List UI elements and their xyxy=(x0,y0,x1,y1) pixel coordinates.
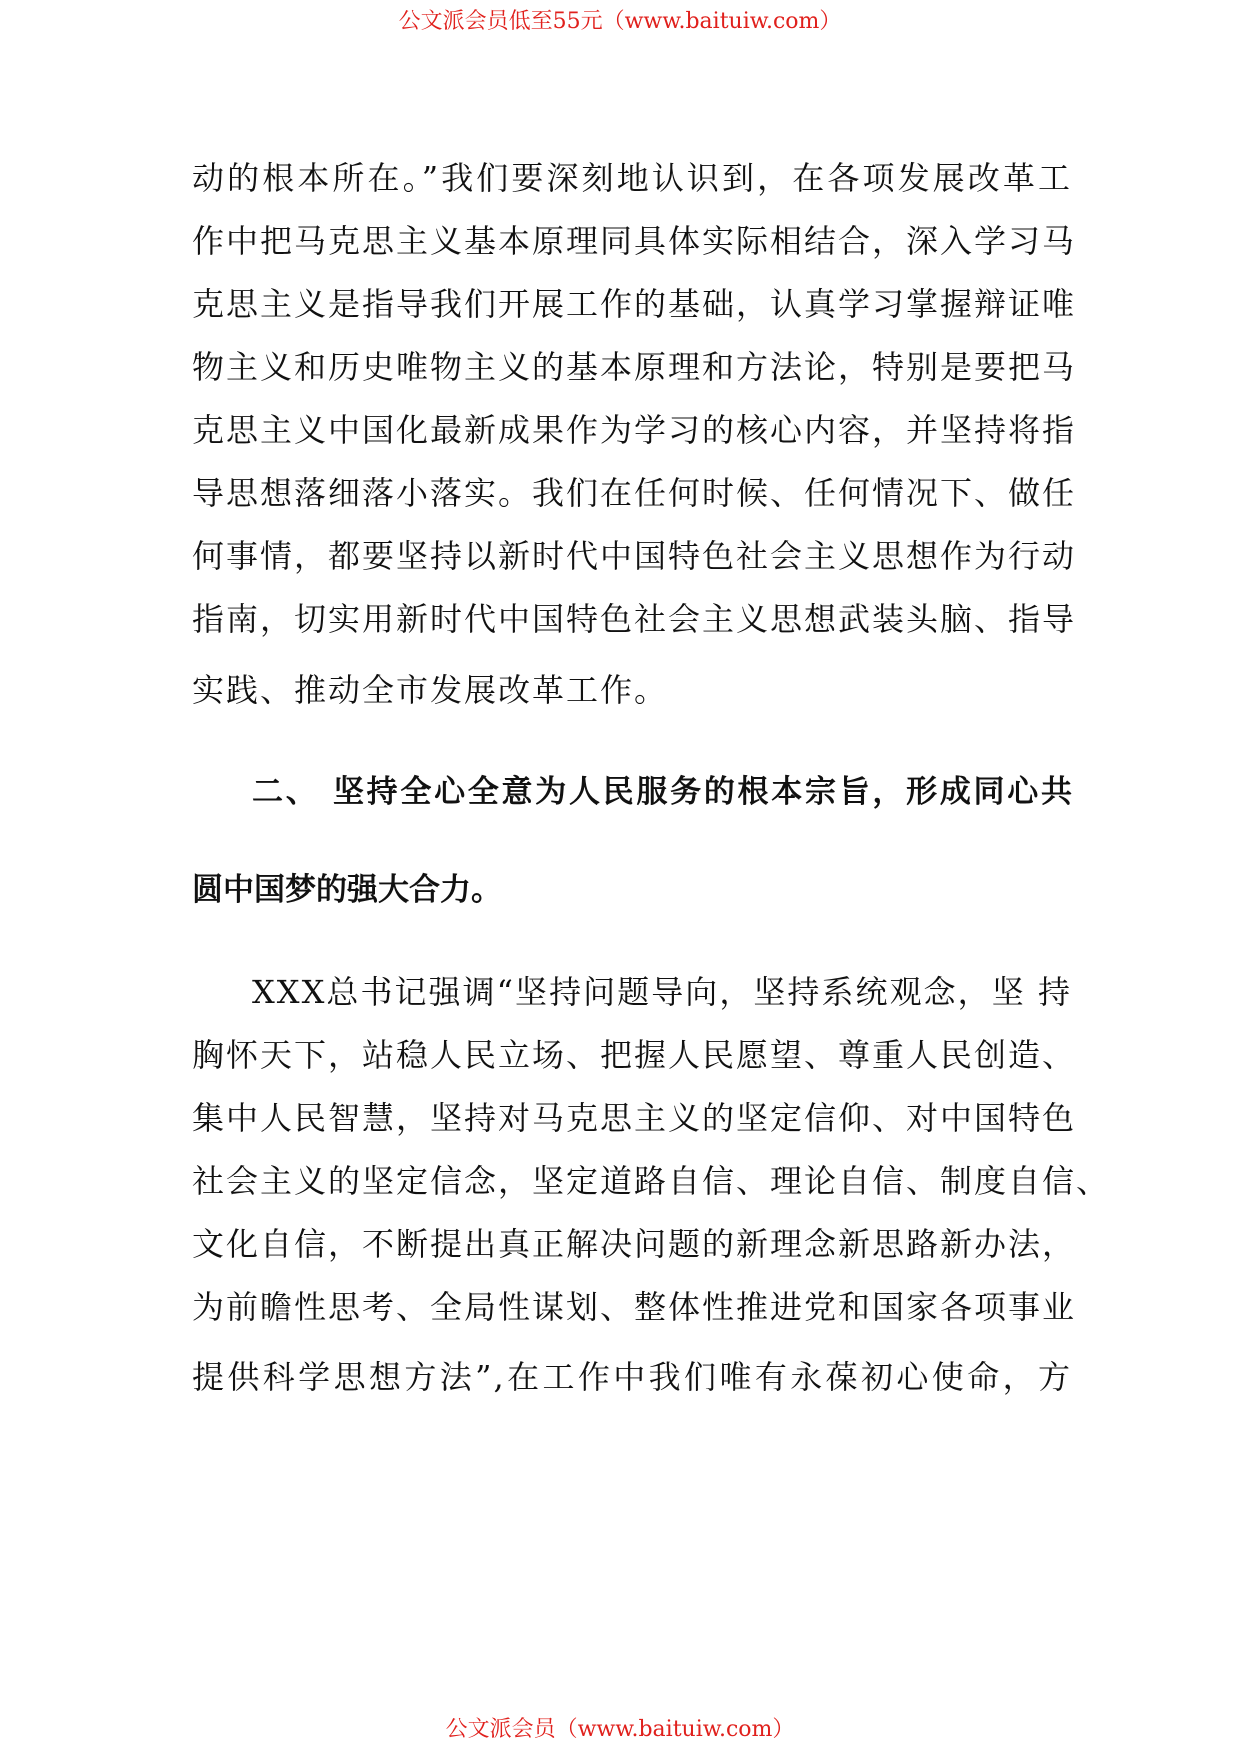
paragraph-line: 克思主义是指导我们开展工作的基础，认真学习掌握辩证唯 xyxy=(192,285,1077,323)
paragraph-line: 动的根本所在。”我们要深刻地认识到，在各项发展改革工 xyxy=(192,159,1072,197)
section-heading: 二、 坚持全心全意为人民服务的根本宗旨，形成同心共 xyxy=(252,774,1072,810)
paragraph-line: 指南，切实用新时代中国特色社会主义思想武装头脑、指导 xyxy=(192,600,1077,638)
paragraph-line: 社会主义的坚定信念，坚定道路自信、理论自信、制度自信、 xyxy=(192,1162,1111,1200)
footer-watermark-banner: 公文派会员（www.baituiw.com） xyxy=(445,1717,795,1742)
paragraph-line: 物主义和历史唯物主义的基本原理和方法论，特别是要把马 xyxy=(192,348,1077,386)
paragraph-line: XXX总书记强调“坚持问题导向，坚持系统观念，坚 持 xyxy=(252,973,1072,1011)
paragraph-line: 胸怀天下，站稳人民立场、把握人民愿望、尊重人民创造、 xyxy=(192,1036,1077,1074)
paragraph-line: 作中把马克思主义基本原理同具体实际相结合，深入学习马 xyxy=(192,222,1077,260)
paragraph-line: 提供科学思想方法”,在工作中我们唯有永葆初心使命，方 xyxy=(192,1358,1072,1396)
paragraph-line: 何事情，都要坚持以新时代中国特色社会主义思想作为行动 xyxy=(192,537,1077,575)
paragraph-line: 为前瞻性思考、全局性谋划、整体性推进党和国家各项事业 xyxy=(192,1288,1077,1326)
paragraph-line: 文化自信，不断提出真正解决问题的新理念新思路新办法， xyxy=(192,1225,1077,1263)
header-watermark-banner: 公文派会员低至55元（www.baituiw.com） xyxy=(398,9,842,34)
paragraph-line: 导思想落细落小落实。我们在任何时候、任何情况下、做任 xyxy=(192,474,1077,512)
paragraph-line: 克思主义中国化最新成果作为学习的核心内容，并坚持将指 xyxy=(192,411,1077,449)
paragraph-line: 实践、推动全市发展改革工作。 xyxy=(192,671,669,709)
section-heading-continued: 圆中国梦的强大合力。 xyxy=(192,872,502,908)
paragraph-line: 集中人民智慧，坚持对马克思主义的坚定信仰、对中国特色 xyxy=(192,1099,1077,1137)
